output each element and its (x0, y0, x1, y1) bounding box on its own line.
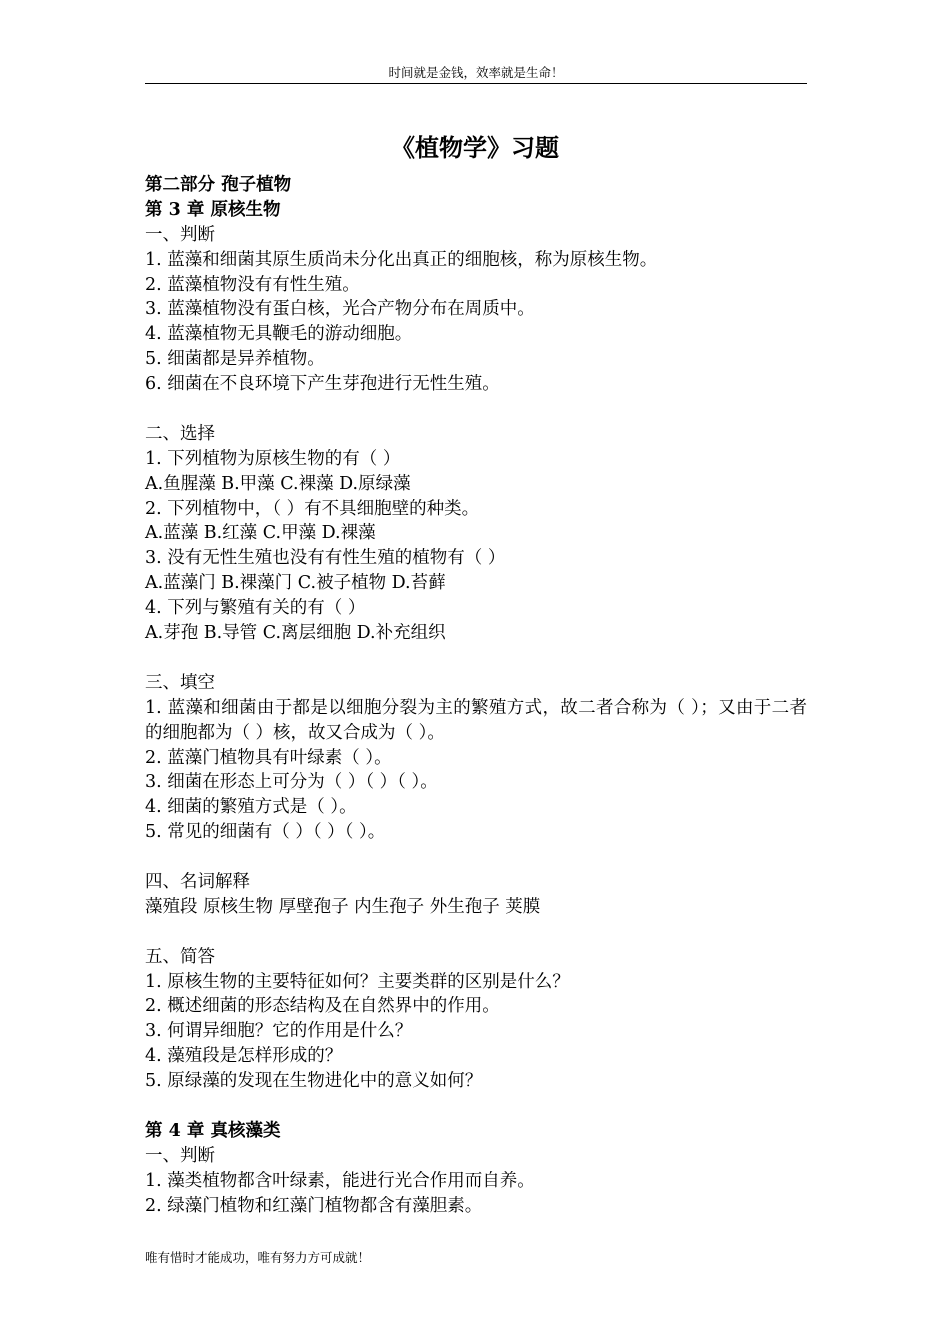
short-answer-item: 1. 原核生物的主要特征如何？主要类群的区别是什么？ (145, 971, 570, 992)
fill-item: 3. 细菌在形态上可分为（ ）（ ）（ ）。 (145, 772, 438, 793)
short-answer-item: 4. 藻殖段是怎样形成的？ (145, 1046, 343, 1067)
part-heading: 第二部分 孢子植物 (145, 175, 292, 195)
choice-options: A.蓝藻 B.红藻 C.甲藻 D.裸藻 (145, 523, 376, 544)
chapter-3-title: 第 3 章 原核生物 (145, 199, 281, 220)
judge-item: 6. 细菌在不良环境下产生芽孢进行无性生殖。 (145, 374, 500, 395)
judge-item: 2. 绿藻门植物和红藻门植物都含有藻胆素。 (145, 1195, 483, 1216)
document-title: 《植物学》习题 (391, 133, 559, 162)
page-footer: 唯有惜时才能成功，唯有努力方可成就！ (145, 1250, 371, 1265)
judge-item: 3. 蓝藻植物没有蛋白核，光合产物分布在周质中。 (145, 299, 535, 320)
judge-item: 1. 蓝藻和细菌其原生质尚未分化出真正的细胞核，称为原核生物。 (145, 249, 658, 270)
fill-item: 5. 常见的细菌有（ ）（ ）（ ）。 (145, 822, 386, 843)
judge-item: 2. 蓝藻植物没有有性生殖。 (145, 274, 360, 295)
short-answer-item: 5. 原绿藻的发现在生物进化中的意义如何？ (145, 1071, 483, 1092)
spacer (145, 397, 807, 422)
chapter-4-title: 第 4 章 真核藻类 (145, 1120, 281, 1141)
spacer (145, 646, 807, 671)
judge-item: 5. 细菌都是异养植物。 (145, 349, 325, 370)
judge-item: 1. 藻类植物都含叶绿素，能进行光合作用而自养。 (145, 1170, 535, 1191)
header-divider (145, 83, 807, 84)
spacer (145, 920, 807, 945)
choice-options: A.鱼腥藻 B.甲藻 C.裸藻 D.原绿藻 (145, 473, 411, 494)
judge-item: 4. 蓝藻植物无具鞭毛的游动细胞。 (145, 324, 413, 345)
section-heading-judge: 一、判断 (145, 224, 215, 245)
choice-options: A.芽孢 B.导管 C.离层细胞 D.补充组织 (145, 623, 446, 644)
document-body (145, 173, 807, 1218)
choice-question: 1. 下列植物为原核生物的有（ ） (145, 448, 401, 469)
terms-list: 藻殖段 原核生物 厚壁孢子 内生孢子 外生孢子 荚膜 (145, 896, 541, 917)
fill-item: 2. 蓝藻门植物具有叶绿素（ ）。 (145, 747, 392, 768)
choice-question: 4. 下列与繁殖有关的有（ ） (145, 598, 366, 619)
section-heading-judge: 一、判断 (145, 1145, 215, 1166)
section-heading-choice: 二、选择 (145, 423, 215, 444)
choice-options: A.蓝藻门 B.裸藻门 C.被子植物 D.苔藓 (145, 573, 446, 594)
page-header: 时间就是金钱，效率就是生命！ (388, 65, 564, 80)
spacer (145, 1094, 807, 1119)
spacer (145, 845, 807, 870)
fill-item: 4. 细菌的繁殖方式是（ ）。 (145, 797, 357, 818)
fill-item-paragraph: 1. 蓝藻和细菌由于都是以细胞分裂为主的繁殖方式，故二者合称为（ ）；又由于二者的细胞都为（ ）核，故又合成为（ ）。 (145, 697, 807, 743)
choice-question: 3. 没有无性生殖也没有有性生殖的植物有（ ） (145, 548, 506, 569)
section-heading-fill: 三、填空 (145, 672, 215, 693)
choice-question: 2. 下列植物中，（ ）有不具细胞壁的种类。 (145, 498, 480, 519)
short-answer-item: 3. 何谓异细胞？它的作用是什么？ (145, 1021, 413, 1042)
short-answer-item: 2. 概述细菌的形态结构及在自然界中的作用。 (145, 996, 500, 1017)
section-heading-short-answer: 五、简答 (145, 946, 215, 967)
section-heading-terms: 四、名词解释 (145, 871, 250, 892)
